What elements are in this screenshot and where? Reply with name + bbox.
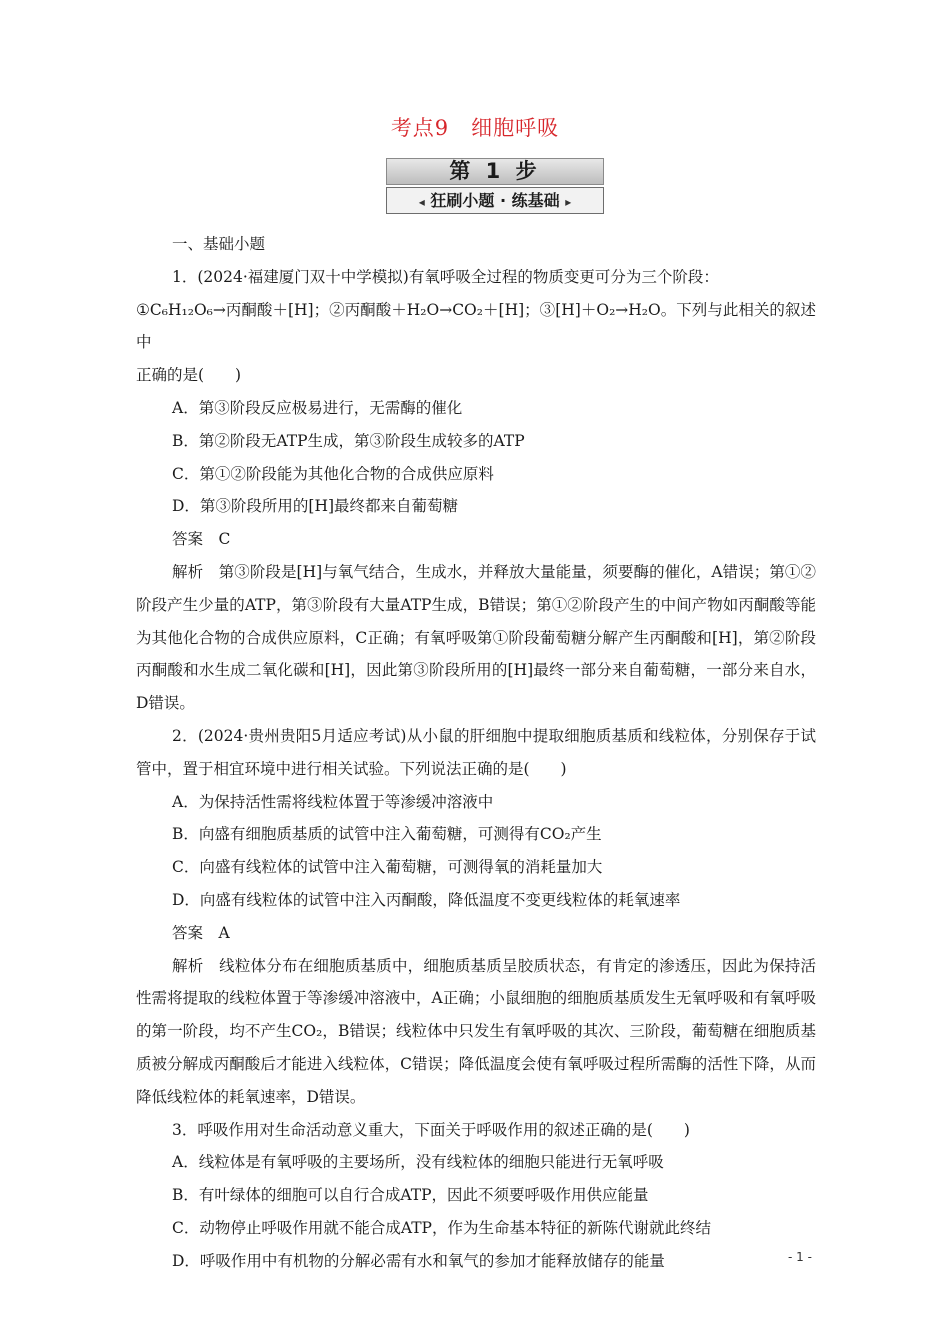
banner-subtitle: [386, 187, 604, 214]
q2-option-d: D．向盛有线粒体的试管中注入丙酮酸，降低温度不变更线粒体的耗氧速率: [172, 890, 681, 909]
q2-option-a: A．为保持活性需将线粒体置于等渗缓冲溶液中: [172, 792, 494, 811]
q2-answer: 答案 A: [172, 923, 230, 942]
q2-option-c: C．向盛有线粒体的试管中注入葡萄糖，可测得氧的消耗量加大: [172, 858, 603, 877]
q1-option-a: A．第③阶段反应极易进行，无需酶的催化: [172, 398, 463, 417]
banner-step: 第 1 步: [386, 158, 604, 185]
q3-option-c: C．动物停止呼吸作用就不能合成ATP，作为生命基本特征的新陈代谢就此终结: [172, 1218, 711, 1237]
q1-answer: 答案 C: [172, 530, 231, 549]
q1-option-b: B．第②阶段无ATP生成，第③阶段生成较多的ATP: [172, 431, 525, 450]
q3-option-d: D．呼吸作用中有机物的分解必需有水和氧气的参加才能释放储存的能量: [172, 1251, 665, 1270]
section-heading: 一、基础小题: [172, 235, 266, 253]
page-number: - 1 -: [788, 1250, 812, 1264]
q1-stem-line3: 正确的是( ): [136, 366, 242, 385]
q3-option-b: B．有叶绿体的细胞可以自行合成ATP，因此不须要呼吸作用供应能量: [172, 1186, 649, 1205]
page-title: 考点9 细胞呼吸: [390, 116, 560, 140]
arrow-right-icon: ▸: [565, 195, 572, 209]
q2-option-b: B．向盛有细胞质基质的试管中注入葡萄糖，可测得有CO₂产生: [172, 825, 602, 844]
q3-stem: 3．呼吸作用对生命活动意义重大，下面关于呼吸作用的叙述正确的是( ): [172, 1120, 690, 1139]
q1-stem-line1: 1．(2024·福建厦门双十中学模拟)有氧呼吸全过程的物质变更可分为三个阶段：: [172, 267, 719, 286]
q1-option-d: D．第③阶段所用的[H]最终都来自葡萄糖: [172, 497, 459, 516]
q1-explanation: 解析 第③阶段是[H]与氧气结合，生成水，并释放大量能量，须要酶的催化，A错误；第①②阶段产生少量的ATP，第③阶段有大量ATP生成，B错误；第①②阶段产生的中间产物如丙酮酸等能为其他化合物的合成供应原料，C正确；有氧呼吸第①阶段葡萄糖分解产生丙酮酸和[H]，第②阶段丙酮酸和水生成二氧化碳和[H]，因此第③阶段所用的[H]最终一部分来自葡萄糖，一部分来自水，D错误。: [136, 562, 816, 713]
arrow-left-icon: ◂: [418, 195, 425, 209]
q2-stem: 2．(2024·贵州贵阳5月适应考试)从小鼠的肝细胞中提取细胞质基质和线粒体，分别保存于试管中，置于相宜环境中进行相关试验。下列说法正确的是( ): [136, 726, 816, 778]
q1-stem-line2: ①C₆H₁₂O₆→丙酮酸＋[H]；②丙酮酸＋H₂O→CO₂＋[H]；③[H]＋O₂→H₂O。下列与此相关的叙述中: [136, 300, 816, 352]
q2-explanation: 解析 线粒体分布在细胞质基质中，细胞质基质呈胶质状态，有肯定的渗透压，因此为保持活性需将提取的线粒体置于等渗缓冲溶液中，A正确；小鼠细胞的细胞质基质发生无氧呼吸和有氧呼吸的第一阶段，均不产生CO₂，B错误；线粒体中只发生有氧呼吸的其次、三阶段，葡萄糖在细胞质基质被分解成丙酮酸后才能进入线粒体，C错误；降低温度会使有氧呼吸过程所需酶的活性下降，从而降低线粒体的耗氧速率，D错误。: [136, 956, 816, 1106]
q1-option-c: C．第①②阶段能为其他化合物的合成供应原料: [172, 464, 494, 483]
banner-subtitle-text: 狂刷小题 · 练基础: [430, 191, 560, 210]
content-body: [136, 228, 816, 1278]
section-banner: [386, 158, 604, 215]
q3-option-a: A．线粒体是有氧呼吸的主要场所，没有线粒体的细胞只能进行无氧呼吸: [172, 1153, 664, 1172]
